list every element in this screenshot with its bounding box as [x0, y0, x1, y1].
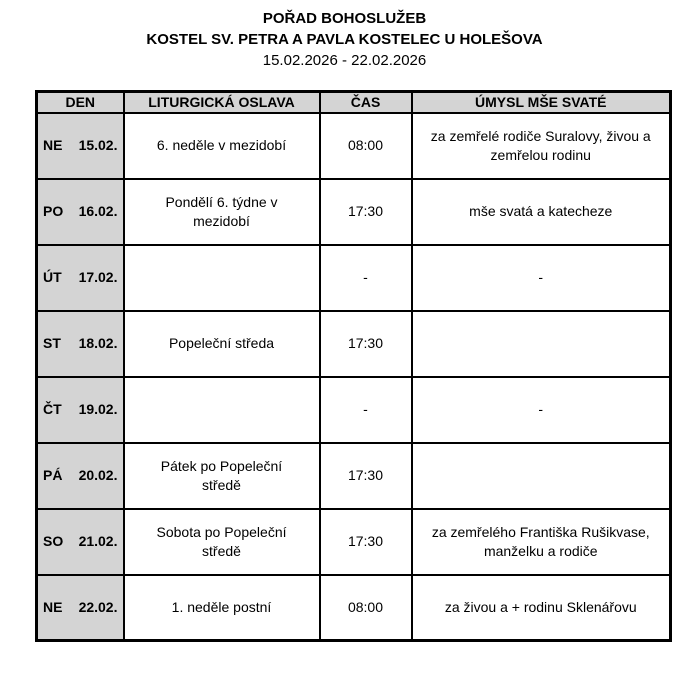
table-row — [37, 113, 671, 179]
intention-cell: - — [412, 245, 671, 311]
day-cell — [37, 377, 124, 443]
celebration-cell — [124, 377, 320, 443]
celebration-cell: Popeleční středa — [124, 311, 320, 377]
table-row — [37, 245, 671, 311]
time-cell: - — [320, 245, 412, 311]
column-header-den: DEN — [37, 92, 124, 113]
date-range: 15.02.2026 - 22.02.2026 — [262, 52, 427, 69]
document-title: POŘAD BOHOSLUŽEB — [262, 10, 427, 27]
intention-cell: za zemřelého Františka Rušikvase, manželku a rodiče — [412, 509, 671, 575]
day-abbr: NE — [43, 598, 63, 615]
day-abbr: ST — [43, 335, 61, 352]
day-date: 20.02. — [78, 467, 118, 484]
column-header-umysl-mse-svate: ÚMYSL MŠE SVATÉ — [412, 92, 671, 113]
document-header — [0, 0, 689, 71]
time-cell: 17:30 — [320, 179, 412, 245]
day-cell — [37, 575, 124, 641]
day-date: 17.02. — [78, 269, 118, 286]
celebration-cell: 1. neděle postní — [124, 575, 320, 641]
celebration-cell: Pátek po Popeleční středě — [124, 443, 320, 509]
day-abbr: ČT — [43, 401, 62, 418]
table-row — [37, 179, 671, 245]
table-row — [37, 311, 671, 377]
header-row — [37, 92, 671, 113]
day-cell — [37, 443, 124, 509]
time-cell: 17:30 — [320, 443, 412, 509]
column-header-cas: ČAS — [320, 92, 412, 113]
day-date: 18.02. — [78, 335, 118, 352]
time-cell: - — [320, 377, 412, 443]
intention-cell — [412, 311, 671, 377]
day-cell — [37, 509, 124, 575]
intention-cell: mše svatá a katecheze — [412, 179, 671, 245]
day-date: 22.02. — [78, 598, 118, 615]
day-cell — [37, 113, 124, 179]
time-cell: 17:30 — [320, 311, 412, 377]
day-abbr: ÚT — [43, 269, 62, 286]
day-abbr: NE — [43, 137, 63, 154]
day-cell — [37, 179, 124, 245]
table-row — [37, 575, 671, 641]
intention-cell — [412, 443, 671, 509]
day-date: 16.02. — [78, 203, 118, 220]
time-cell: 17:30 — [320, 509, 412, 575]
celebration-cell: Sobota po Popeleční středě — [124, 509, 320, 575]
day-date: 15.02. — [78, 137, 118, 154]
column-header-liturgicka-oslava: LITURGICKÁ OSLAVA — [124, 92, 320, 113]
day-date: 21.02. — [78, 533, 118, 550]
day-abbr: SO — [43, 533, 64, 550]
day-abbr: PO — [43, 203, 64, 220]
table-row — [37, 377, 671, 443]
day-abbr: PÁ — [43, 467, 63, 484]
time-cell: 08:00 — [320, 113, 412, 179]
intention-cell: za zemřelé rodiče Suralovy, živou a zemřelou rodinu — [412, 113, 671, 179]
intention-cell: - — [412, 377, 671, 443]
church-name: KOSTEL SV. PETRA A PAVLA KOSTELEC U HOLEŠOVA — [146, 31, 543, 48]
day-cell — [37, 245, 124, 311]
day-cell — [37, 311, 124, 377]
table-row — [37, 443, 671, 509]
table-row — [37, 509, 671, 575]
celebration-cell: Pondělí 6. týdne v mezidobí — [124, 179, 320, 245]
intention-cell: za živou a + rodinu Sklenářovu — [412, 575, 671, 641]
celebration-cell: 6. neděle v mezidobí — [124, 113, 320, 179]
time-cell: 08:00 — [320, 575, 412, 641]
day-date: 19.02. — [78, 401, 118, 418]
schedule-table — [35, 90, 672, 642]
celebration-cell — [124, 245, 320, 311]
